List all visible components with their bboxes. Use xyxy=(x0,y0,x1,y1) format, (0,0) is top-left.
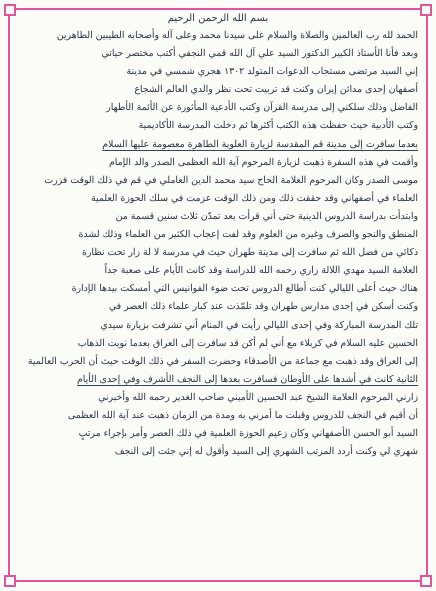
frame-border-bottom xyxy=(14,580,422,582)
text-line: الحمد لله رب العالمين والصلاة والسلام على سيدنا محمد وعلى آله وأصحابه الطيبين الطاهرين xyxy=(56,30,418,41)
text-line: ذكائي من فضل الله ثم سافرت إلى مدينة طهران حيث في مدرسة لا لة زار تحت نظارة xyxy=(81,247,418,259)
frame-corner-ornament xyxy=(4,575,16,587)
text-line: الحسين عليه السلام في كربلاء مع أني لم أكن قد سافرت إلى العراق بعدما نويت الذهاب xyxy=(77,337,418,349)
text-line: بعدما سافرت إلى مدينة قم المقدسة لزيارة العلوية الطاهرة معصومة عليها السلام xyxy=(102,138,418,150)
text-line: أصفهان إحدى مدائن إيران وكنت قد تربيت تحت نظر والدي العالم الشجاع xyxy=(134,84,418,96)
handwritten-text-body xyxy=(18,10,418,575)
text-line: هناك حيث أعلى الليالي كنت أطالع الدروس تحت ضوء الفوانيس التي أمسكت بيدها الإدارة xyxy=(71,283,418,295)
bismillah-heading: بسم الله الرحمن الرحيم xyxy=(167,13,269,24)
text-line: وأقمت في هذه السفرة ذهبت لزيارة المرحوم آية الله العظمى الصدر والد الإمام xyxy=(109,156,418,168)
frame-border-left xyxy=(8,14,10,577)
text-line: الفاضل وذلك سلكني إلى مدرسة القرآن وكتب الأدعية المأثورة عن الأئمة الأطهار xyxy=(106,102,418,114)
text-lines xyxy=(18,27,418,461)
frame-corner-ornament xyxy=(4,4,16,16)
text-line: السيد أبو الحسن الأصفهاني وكان زعيم الحوزة العلمية في ذلك العصر وأمر بإجراء مرتبٍ xyxy=(78,428,418,440)
frame-corner-ornament xyxy=(420,4,432,16)
text-line: وكتب الأدبية حيث حفظت هذه الكتب أكثرها ثم دخلت المدرسة الأكاديمية xyxy=(138,120,418,132)
text-line: إني السيد مرتضى مستجاب الدعوات المتولد ١٣٠٢ هجري شمسي في مدينة xyxy=(126,66,418,78)
frame-corner-ornament xyxy=(420,575,432,587)
text-line: الثانية كانت في أشدها على الأوطان فسافرت بعدها إلى النجف الأشرف وفي إحدى الأيام xyxy=(76,373,418,385)
text-line: المنطق والنحو والصرف وغيره من العلوم وقد لفت إعجاب الكثير من العلماء وذلك لشدة xyxy=(78,229,418,241)
text-line: إلى العراق وقد ذهبت مع جماعة من الأصدقاء وحضرت السفر في ذلك الوقت حيث أن الحرب العالمية xyxy=(27,355,418,367)
text-line: العلامة السيد مهدي اللالة زاري رحمه الله للدراسة وقد كانت الأيام على صعبة جداً xyxy=(104,265,418,277)
text-line: وابتدأت بدراسة الدروس الدينية حتى أني قرأت بعد تمدّن ثلاث سنين قسمة من xyxy=(115,210,418,222)
text-line: أن أقيم في النجف للدروس وقبلت ما أمرني به ومدة من الزمان ذهبت عند آية الله العظمى xyxy=(67,409,418,421)
frame-border-right xyxy=(426,14,428,577)
text-line: وبعد فأنا الأستاذ الكبير الدكتور السيد علي آل الله قمي النجفي أكتب مختصر حياتي xyxy=(101,48,418,60)
text-line: تلك المدرسة المباركة وفي إحدى الليالي رأيت في المنام أني تشرفت بزيارة سيدي xyxy=(100,319,418,331)
text-line: موسى الصدر وكان المرحوم العلامة الحاج سيد محمد الدين العاملي في قم في ذلك الوقت فزرت xyxy=(44,174,418,186)
text-line: وكنت أسكن في إحدى مدارس طهران وقد تلمّذت عند كبار علماء ذلك العصر في xyxy=(108,301,418,313)
text-line: زارني المرحوم العلامة الشيخ عبد الحسين الأميني صاحب الغدير رحمه الله وأخبرني xyxy=(98,391,418,403)
text-line: شهري لي وكنت أردد المرتب الشهري إلى السيد وأقول له إني جئت إلى النجف xyxy=(114,446,418,458)
text-line: العلماء في أصفهاني وقد حققت ذلك ومن ذلك الوقت عزمت في سلك الحوزة العلمية xyxy=(91,192,418,204)
